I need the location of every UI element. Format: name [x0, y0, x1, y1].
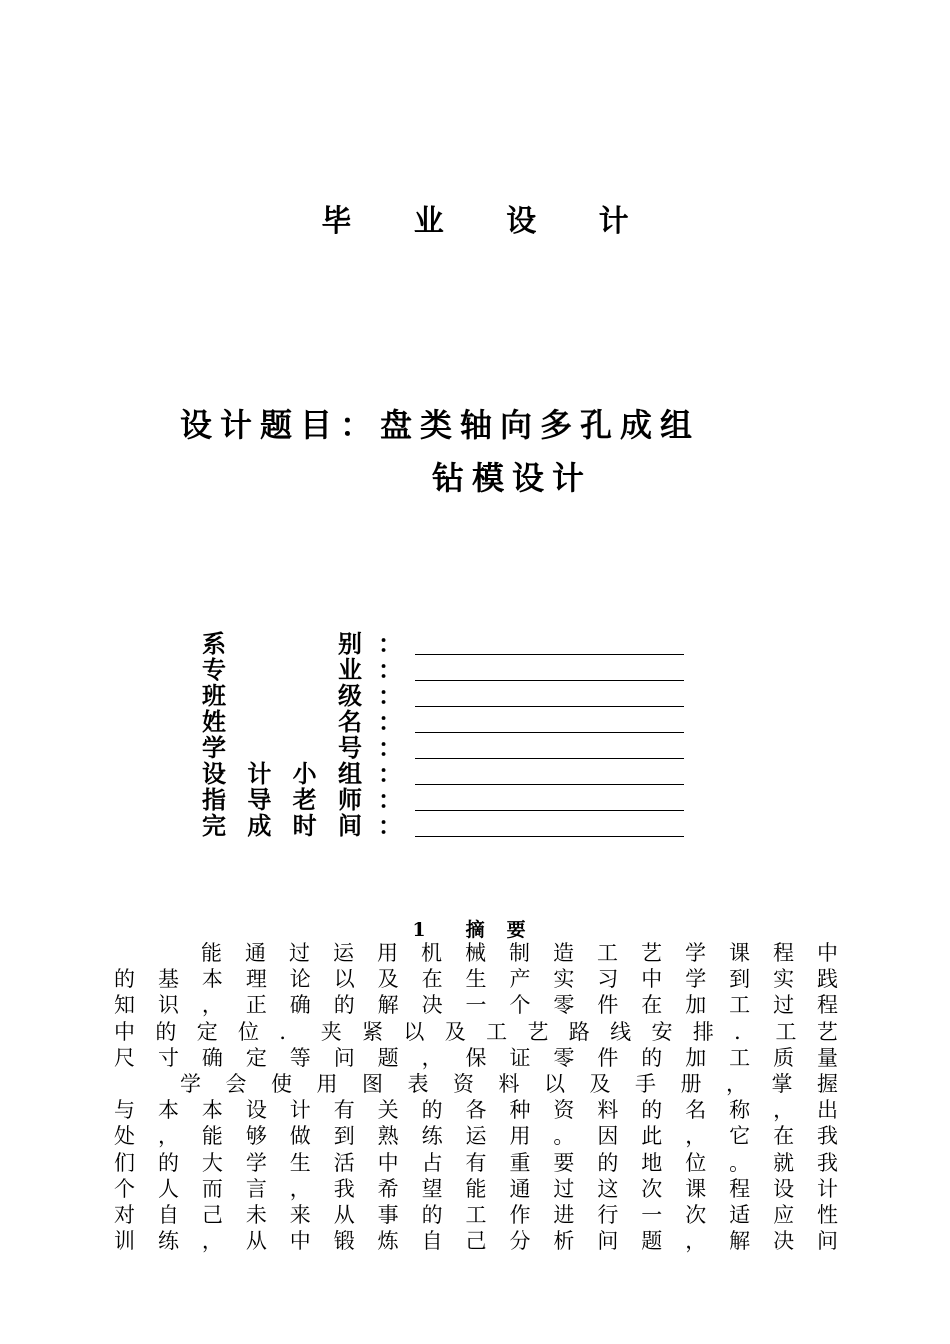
- abstract-char: 用: [377, 941, 398, 965]
- info-label-char: 计: [247, 759, 272, 788]
- abstract-char: 与: [114, 1098, 135, 1123]
- abstract-char: 基: [157, 967, 179, 992]
- abstract-line: [114, 1202, 838, 1228]
- abstract-char: 件: [597, 993, 619, 1018]
- heading-char: 要: [506, 919, 528, 941]
- info-label: [202, 709, 362, 735]
- abstract-char: 问: [817, 1229, 838, 1254]
- abstract-char: 中: [289, 1229, 311, 1254]
- abstract-char: 适: [729, 1203, 751, 1227]
- abstract-char: 对: [114, 1203, 135, 1227]
- abstract-char: 能: [465, 1176, 487, 1201]
- info-blank-line[interactable]: [415, 680, 684, 681]
- abstract-char: 我: [333, 1176, 355, 1201]
- info-row: [0, 735, 950, 761]
- abstract-char: 训: [114, 1229, 135, 1254]
- abstract-char: ．: [734, 1019, 756, 1044]
- abstract-char: 程: [773, 941, 794, 965]
- abstract-char: 作: [509, 1203, 531, 1227]
- abstract-char: 件: [597, 1045, 619, 1070]
- abstract-char: 地: [641, 1150, 663, 1175]
- abstract-char: 本: [201, 1098, 223, 1123]
- abstract-char: ，: [289, 1176, 311, 1201]
- abstract-char: 人: [157, 1176, 179, 1201]
- abstract-char: 就: [773, 1150, 795, 1175]
- abstract-char: 。: [553, 1124, 575, 1149]
- abstract-line: [114, 1228, 838, 1254]
- abstract-char: 制: [509, 941, 530, 965]
- abstract-char: 量: [817, 1045, 838, 1070]
- abstract-char: 位: [238, 1019, 260, 1044]
- abstract-char: 手: [635, 1072, 656, 1096]
- info-label-char: 老: [292, 785, 317, 814]
- abstract-char: 践: [817, 967, 838, 992]
- document-title: 毕 业 设 计: [321, 204, 655, 239]
- abstract-char: 寸: [157, 1045, 179, 1070]
- abstract-char: 次: [641, 1176, 663, 1201]
- abstract-char: 艺: [816, 1019, 838, 1044]
- info-row: [0, 787, 950, 813]
- abstract-char: 及: [377, 967, 399, 992]
- abstract-char: 处: [114, 1124, 135, 1149]
- abstract-line: [114, 966, 838, 992]
- abstract-char: 们: [114, 1150, 135, 1175]
- info-label: [202, 787, 362, 813]
- abstract-char: 各: [465, 1098, 487, 1123]
- abstract-char: 应: [773, 1203, 795, 1227]
- info-label-char: 级: [338, 681, 362, 710]
- abstract-char: 程: [729, 1176, 751, 1201]
- abstract-char: 实: [553, 967, 575, 992]
- abstract-line: [201, 940, 838, 966]
- abstract-char: 有: [465, 1150, 487, 1175]
- abstract-char: 因: [597, 1124, 619, 1149]
- info-label-char: 间: [337, 811, 362, 840]
- abstract-char: 紧: [362, 1019, 384, 1044]
- abstract-line: [114, 1097, 838, 1123]
- abstract-char: 工: [465, 1203, 487, 1227]
- abstract-char: 炼: [377, 1229, 399, 1254]
- abstract-char: 的: [641, 1045, 663, 1070]
- abstract-char: 这: [597, 1176, 619, 1201]
- abstract-char: 望: [421, 1176, 443, 1201]
- abstract-line: [114, 1019, 838, 1045]
- info-label-char: 组: [337, 759, 362, 788]
- abstract-char: 尺: [114, 1045, 135, 1070]
- info-label-char: 时: [292, 811, 317, 840]
- abstract-char: 以: [403, 1019, 425, 1044]
- info-label-char: 设: [202, 759, 226, 788]
- info-colon: ：: [378, 707, 402, 736]
- abstract-char: ，: [685, 1229, 707, 1254]
- abstract-char: 工: [597, 941, 618, 965]
- info-label-char: 班: [202, 681, 226, 710]
- abstract-char: 证: [509, 1045, 531, 1070]
- abstract-char: 用: [509, 1124, 531, 1149]
- abstract-char: 在: [421, 967, 443, 992]
- abstract-char: 等: [289, 1045, 311, 1070]
- abstract-char: 使: [271, 1072, 292, 1096]
- abstract-char: 识: [157, 993, 179, 1018]
- abstract-char: 程: [817, 993, 838, 1018]
- info-label-char: 专: [202, 655, 226, 684]
- info-row: [0, 761, 950, 787]
- abstract-line: [114, 992, 838, 1018]
- info-blank-line[interactable]: [415, 732, 684, 733]
- abstract-char: 计: [817, 1176, 838, 1201]
- abstract-char: 过: [289, 941, 310, 965]
- info-label-char: 系: [202, 629, 226, 658]
- abstract-char: 决: [773, 1229, 795, 1254]
- abstract-char: 通: [509, 1176, 531, 1201]
- abstract-char: 工: [775, 1019, 797, 1044]
- abstract-char: 过: [773, 993, 795, 1018]
- abstract-char: 会: [225, 1072, 247, 1096]
- abstract-char: 希: [377, 1176, 399, 1201]
- abstract-char: 能: [201, 1124, 223, 1149]
- abstract-char: 在: [641, 993, 663, 1018]
- abstract-char: 的: [155, 1019, 177, 1044]
- info-label-char: 导: [247, 785, 272, 814]
- abstract-char: 到: [333, 1124, 355, 1149]
- abstract-char: 自: [421, 1229, 443, 1254]
- abstract-char: 通: [245, 941, 266, 965]
- abstract-char: 未: [245, 1203, 267, 1227]
- abstract-char: 论: [289, 967, 311, 992]
- abstract-char: 要: [553, 1150, 575, 1175]
- info-label-char: 名: [338, 707, 362, 736]
- abstract-char: 而: [201, 1176, 223, 1201]
- abstract-char: 设: [773, 1176, 795, 1201]
- abstract-char: 我: [817, 1150, 838, 1175]
- abstract-line: [114, 1150, 838, 1176]
- abstract-char: 名: [685, 1098, 707, 1123]
- abstract-char: 分: [509, 1229, 531, 1254]
- abstract-char: 安: [651, 1019, 673, 1044]
- abstract-char: 资: [553, 1098, 575, 1123]
- design-topic-line-1: 设计题目：盘类轴向多孔成组: [180, 406, 701, 444]
- abstract-char: 决: [421, 993, 443, 1018]
- abstract-char: 工: [486, 1019, 508, 1044]
- abstract-char: 正: [245, 993, 267, 1018]
- abstract-char: 的: [421, 1098, 443, 1123]
- abstract-char: 确: [201, 1045, 223, 1070]
- abstract-char: 生: [465, 967, 487, 992]
- abstract-char: 练: [157, 1229, 179, 1254]
- abstract-char: 有: [333, 1098, 355, 1123]
- heading-char: 摘: [465, 919, 487, 941]
- abstract-char: 重: [509, 1150, 531, 1175]
- abstract-char: 生: [289, 1150, 311, 1175]
- info-label: [202, 657, 362, 683]
- info-row: [0, 813, 950, 839]
- info-colon: ：: [378, 629, 402, 658]
- abstract-char: 及: [589, 1072, 611, 1096]
- abstract-char: ，: [773, 1098, 795, 1123]
- abstract-char: ，: [685, 1124, 707, 1149]
- abstract-char: ，: [726, 1072, 747, 1096]
- abstract-char: 表: [407, 1072, 429, 1096]
- abstract-char: 加: [685, 1045, 707, 1070]
- abstract-char: 路: [568, 1019, 590, 1044]
- abstract-char: 问: [333, 1045, 355, 1070]
- abstract-char: 事: [377, 1203, 399, 1227]
- abstract-char: 进: [553, 1203, 575, 1227]
- info-blank-line[interactable]: [415, 784, 684, 785]
- abstract-char: 以: [333, 967, 355, 992]
- abstract-char: 它: [729, 1124, 751, 1149]
- abstract-char: 位: [685, 1150, 707, 1175]
- abstract-char: 己: [465, 1229, 487, 1254]
- abstract-char: 占: [421, 1150, 443, 1175]
- abstract-char: 课: [729, 941, 750, 965]
- abstract-char: 学: [685, 967, 707, 992]
- abstract-line: [114, 1176, 838, 1202]
- abstract-char: 夹: [320, 1019, 342, 1044]
- info-blank-line[interactable]: [415, 654, 684, 655]
- abstract-char: 行: [597, 1203, 619, 1227]
- abstract-char: 在: [773, 1124, 795, 1149]
- abstract-char: 定: [245, 1045, 267, 1070]
- abstract-line: [180, 1071, 838, 1097]
- info-label-char: 别: [338, 629, 362, 658]
- abstract-char: 械: [465, 941, 486, 965]
- abstract-heading: [0, 915, 950, 942]
- abstract-char: ．: [279, 1019, 301, 1044]
- abstract-line: [114, 1123, 838, 1149]
- abstract-char: 艺: [527, 1019, 549, 1044]
- abstract-char: 解: [729, 1229, 751, 1254]
- abstract-char: ，: [157, 1124, 179, 1149]
- abstract-char: ，: [201, 1229, 223, 1254]
- abstract-char: 。: [729, 1150, 751, 1175]
- abstract-char: 学: [685, 941, 706, 965]
- abstract-char: 设: [245, 1098, 267, 1123]
- abstract-char: 运: [465, 1124, 487, 1149]
- section-number: 1: [412, 919, 428, 941]
- abstract-char: 的: [597, 1150, 619, 1175]
- abstract-char: 及: [444, 1019, 466, 1044]
- abstract-char: 的: [157, 1150, 179, 1175]
- abstract-char: 自: [157, 1203, 179, 1227]
- abstract-char: 到: [729, 967, 751, 992]
- abstract-char: 的: [114, 967, 135, 992]
- abstract-char: 艺: [641, 941, 662, 965]
- abstract-char: 个: [114, 1176, 135, 1201]
- abstract-char: 中: [817, 941, 838, 965]
- info-row: [0, 709, 950, 735]
- info-label-char: 业: [338, 655, 362, 684]
- info-label-char: 完: [202, 811, 226, 840]
- info-colon: ：: [378, 681, 402, 710]
- abstract-char: 料: [498, 1072, 520, 1096]
- abstract-char: 工: [729, 1045, 751, 1070]
- info-blank-line[interactable]: [415, 758, 684, 759]
- abstract-char: 题: [641, 1229, 663, 1254]
- abstract-char: ，: [201, 993, 223, 1018]
- abstract-char: 中: [114, 1019, 135, 1044]
- abstract-char: 我: [817, 1124, 838, 1149]
- abstract-char: 练: [421, 1124, 443, 1149]
- abstract-char: 锻: [333, 1229, 355, 1254]
- abstract-char: 从: [333, 1203, 355, 1227]
- abstract-char: 中: [377, 1150, 399, 1175]
- info-label-char: 学: [202, 733, 226, 762]
- info-label-char: 师: [337, 785, 362, 814]
- abstract-char: 零: [553, 993, 575, 1018]
- abstract-char: 种: [509, 1098, 531, 1123]
- abstract-char: 保: [465, 1045, 487, 1070]
- abstract-char: 一: [465, 993, 487, 1018]
- abstract-char: 零: [553, 1045, 575, 1070]
- abstract-char: 课: [685, 1176, 707, 1201]
- abstract-char: 称: [729, 1098, 751, 1123]
- abstract-char: 能: [201, 941, 222, 965]
- info-colon: ：: [378, 759, 402, 788]
- abstract-char: 用: [316, 1072, 338, 1096]
- abstract-char: 学: [180, 1072, 201, 1096]
- info-colon: ：: [378, 811, 402, 840]
- info-colon: ：: [378, 733, 402, 762]
- abstract-char: 习: [597, 967, 619, 992]
- abstract-char: 产: [509, 967, 531, 992]
- abstract-char: 此: [641, 1124, 663, 1149]
- abstract-char: 出: [817, 1098, 838, 1123]
- info-row: [0, 657, 950, 683]
- abstract-char: 的: [333, 993, 355, 1018]
- abstract-char: 本: [157, 1098, 179, 1123]
- abstract-char: 料: [597, 1098, 619, 1123]
- abstract-char: 以: [544, 1072, 565, 1096]
- info-label: [202, 813, 362, 839]
- abstract-char: 的: [641, 1098, 663, 1123]
- abstract-char: 运: [333, 941, 354, 965]
- abstract-char: 资: [453, 1072, 474, 1096]
- abstract-char: 学: [245, 1150, 267, 1175]
- abstract-char: 排: [692, 1019, 714, 1044]
- abstract-char: 线: [610, 1019, 632, 1044]
- abstract-char: 加: [685, 993, 707, 1018]
- abstract-char: 问: [597, 1229, 619, 1254]
- info-label: [202, 761, 362, 787]
- abstract-char: 知: [114, 993, 135, 1018]
- abstract-line: [114, 1045, 838, 1071]
- abstract-char: 熟: [377, 1124, 399, 1149]
- info-label: [202, 735, 362, 761]
- abstract-char: 题: [377, 1045, 399, 1070]
- abstract-char: 本: [201, 967, 223, 992]
- info-label: [202, 683, 362, 709]
- abstract-char: 活: [333, 1150, 355, 1175]
- abstract-char: 册: [680, 1072, 702, 1096]
- abstract-char: 确: [289, 993, 311, 1018]
- abstract-char: 够: [245, 1124, 267, 1149]
- abstract-char: 质: [773, 1045, 795, 1070]
- info-label-char: 指: [202, 785, 226, 814]
- info-label-char: 小: [292, 759, 317, 788]
- abstract-char: 个: [509, 993, 531, 1018]
- info-blank-line[interactable]: [415, 836, 684, 837]
- abstract-char: 性: [817, 1203, 838, 1227]
- abstract-char: 己: [201, 1203, 223, 1227]
- info-label-char: 姓: [202, 707, 226, 736]
- info-colon: ：: [378, 785, 402, 814]
- abstract-char: 握: [817, 1072, 838, 1096]
- info-blank-line[interactable]: [415, 706, 684, 707]
- abstract-char: 机: [421, 941, 442, 965]
- abstract-char: 一: [641, 1203, 663, 1227]
- info-colon: ：: [378, 655, 402, 684]
- info-blank-line[interactable]: [415, 810, 684, 811]
- info-label-char: 成: [247, 811, 272, 840]
- abstract-char: 做: [289, 1124, 311, 1149]
- info-row: [0, 631, 950, 657]
- abstract-char: 过: [553, 1176, 575, 1201]
- abstract-char: 工: [729, 993, 751, 1018]
- abstract-char: 析: [553, 1229, 575, 1254]
- info-label-char: 号: [338, 733, 362, 762]
- abstract-char: 大: [201, 1150, 223, 1175]
- abstract-char: ，: [421, 1045, 443, 1070]
- info-label: [202, 631, 362, 657]
- info-row: [0, 683, 950, 709]
- abstract-char: 实: [773, 967, 795, 992]
- abstract-char: 关: [377, 1098, 399, 1123]
- abstract-char: 计: [289, 1098, 311, 1123]
- abstract-char: 次: [685, 1203, 707, 1227]
- abstract-char: 从: [245, 1229, 267, 1254]
- abstract-char: 造: [553, 941, 574, 965]
- abstract-char: 解: [377, 993, 399, 1018]
- abstract-char: 图: [362, 1072, 383, 1096]
- abstract-char: 的: [421, 1203, 443, 1227]
- design-topic-line-2: 钻模设计: [432, 459, 593, 497]
- abstract-char: 言: [245, 1176, 267, 1201]
- abstract-char: 中: [641, 967, 663, 992]
- abstract-char: 理: [245, 967, 267, 992]
- abstract-char: 来: [289, 1203, 311, 1227]
- abstract-char: 掌: [771, 1072, 793, 1096]
- abstract-char: 定: [196, 1019, 218, 1044]
